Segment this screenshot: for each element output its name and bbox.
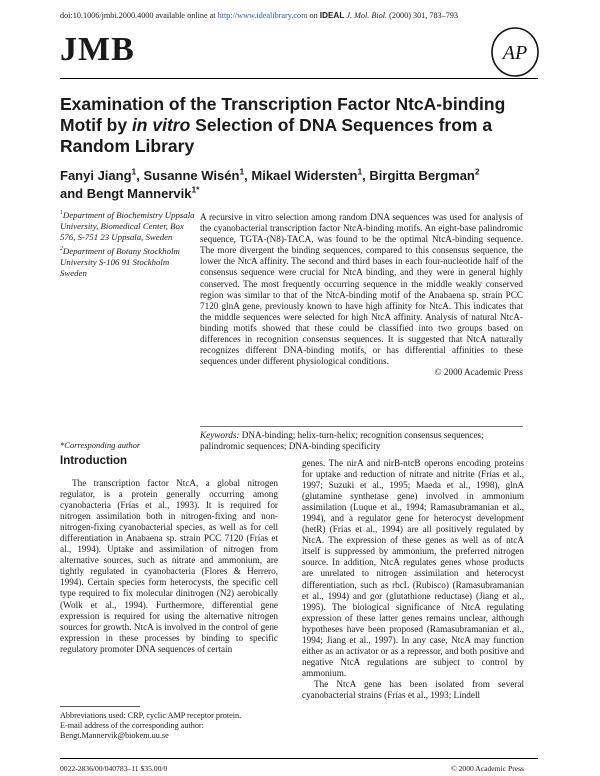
article-title bbox=[60, 94, 540, 157]
keywords-label: Keywords: bbox=[200, 430, 240, 440]
author-name: Susanne Wisén bbox=[143, 168, 240, 183]
ideal-logo-text: IDEAL bbox=[319, 11, 345, 20]
affiliation-sup: 1 bbox=[60, 210, 63, 217]
issn: 0022-2836/00/040783–11 $35.00/0 bbox=[60, 764, 168, 773]
author-sep: , bbox=[136, 168, 144, 183]
author-list bbox=[60, 167, 540, 203]
author-name: Fanyi Jiang bbox=[60, 168, 132, 183]
author-name: Mikael Widersten bbox=[251, 168, 358, 183]
journal-citation: J. Mol. Biol. bbox=[344, 11, 388, 20]
author-sup: 1 bbox=[239, 166, 245, 177]
footer-rule bbox=[60, 758, 538, 759]
author-sup: 2 bbox=[474, 166, 480, 177]
footer-copyright: © 2000 Academic Press bbox=[450, 764, 524, 773]
author bbox=[369, 168, 479, 183]
footnote-abbreviations: Abbreviations used: CRP, cyclic AMP receptor protein. bbox=[60, 711, 242, 720]
title-part-1: Examination of the Transcription Factor NtcA-binding Motif by bbox=[60, 94, 506, 135]
author-sup: 1 bbox=[131, 166, 137, 177]
header-rule bbox=[60, 78, 538, 79]
abstract-text: A recursive in vitro selection among random DNA sequences was used for analysis of the cyanobacterial transcription factor NtcA-binding motifs. An eight-base palindromic sequence, TGTA-(N8)-TACA, was found to be the optimal NtcA-binding sequence. The more divergent the binding sequences, compared to this consensus sequence, the lower the NtcA affinity. The second and third bases in each four-nucleotide half of the consensus sequence were crucial for NtcA binding, and they were in general highly conserved. The most frequently occurring sequence in the middle weakly conserved region was similar to that of the NtcA-binding motif of the Anabaena sp. strain PCC 7120 glnA gene, previously known to have high affinity for NtcA. This indicates that the middle sequences were selected for high NtcA affinity. Analysis of natural NtcA-binding motifs showed that these could be classified into two groups based on differences in recognition consensus sequences. It is suggested that NtcA naturally recognizes different DNA-binding motifs, or has differential affinities to these sequences under different physiological conditions. bbox=[200, 212, 523, 367]
doi-text: doi:10.1006/jmbi.2000.4000 available online at bbox=[60, 11, 218, 20]
author-sup: 1 bbox=[357, 166, 363, 177]
idealibrary-link[interactable]: http://www.idealibrary.com bbox=[217, 11, 308, 20]
author bbox=[251, 168, 369, 183]
body-column-right bbox=[302, 458, 524, 701]
abstract-copyright: © 2000 Academic Press bbox=[434, 367, 523, 378]
publisher-logo-text: AP bbox=[502, 42, 528, 64]
footnote-rule bbox=[60, 706, 140, 707]
author bbox=[60, 186, 199, 201]
author-sep: , bbox=[244, 168, 252, 183]
affiliation-text: Department of Biochemistry Uppsala University, Biomedical Center, Box 576, S-751 23 Uppsala, Sweden bbox=[60, 210, 195, 242]
author-sup: 1* bbox=[191, 184, 200, 195]
footnotes bbox=[60, 711, 290, 741]
body-column-left bbox=[60, 478, 278, 655]
citation-volume: (2000) 301, 783–793 bbox=[387, 11, 459, 20]
body-paragraph: The transcription factor NtcA, a global nitrogen regulator, is a protein generally occurring among cyanobacteria (Frías et al., 1993). It is required for nitrogen assimilation both in nitrogen-fixing and non-nitrogen-fixing cyanobacterial species, as well as for cell differentiation in Anabaena sp. strain PCC 7120 (Frías et al., 1994). Uptake and assimilation of nitrogen from alternative sources, such as nitrate and ammonium, are tightly regulated in cyanobacteria (Flores & Herrero, 1994). Certain species form heterocysts, the specific cell type required to fix molecular dinitrogen (N2) aerobically (Wolk et al., 1994). Furthermore, differential gene expression is required for using the alternative nitrogen sources for growth. NtcA is involved in the control of gene expression in these processes by binding to specific regulatory promoter DNA sequences of certain bbox=[60, 478, 278, 654]
introduction-heading: Introduction bbox=[60, 455, 128, 467]
keywords-list: DNA-binding; helix-turn-helix; recognition consensus sequences; palindromic sequences; DNA-binding specificity bbox=[200, 430, 484, 452]
affiliations bbox=[60, 210, 195, 283]
affiliation bbox=[60, 246, 195, 278]
affiliation-text: Department of Botany Stockholm University S-106 91 Stockholm Sweden bbox=[60, 246, 180, 278]
footnote-email-label: E-mail address of the corresponding author: bbox=[60, 721, 204, 730]
author-sep: , bbox=[362, 168, 370, 183]
author bbox=[143, 168, 251, 183]
affiliation bbox=[60, 210, 195, 242]
body-paragraph: genes. The nirA and nirB-ntcB operons encoding proteins for uptake and reduction of nitrate and nitrite (Frías et al., 1997; Suzuki et al., 1995; Maeda et al., 1998), glnA (glutamine synthetase gene) involved in ammonium assimilation (Luque et al., 1994; Ramasubramanian et al., 1994), and a regulator gene for heterocyst development (hetR) (Frías et al., 1994) are all positively regulated by NtcA. The expression of these genes as well as of ntcA itself is suppressed by ammonium, the preferred nitrogen source. In addition, NtcA regulates genes whose products are unrelated to nitrogen assimilation and heterocyst differentiation, such as rbcL (Rubisco) (Ramasubramanian et al., 1994) and gor (glutathione reductase) (Jiang et al., 1995). The biological significance of NtcA regulating expression of these latter genes remains unclear, although hypotheses have been proposed (Ramasubramanian et al., 1994; Jiang et al., 1997). In any case, NtcA may function either as an activator or as a repressor, and both positive and negative NtcA regulations are subject to control by ammonium. bbox=[302, 458, 524, 678]
doi-line bbox=[60, 11, 458, 20]
keywords-rule bbox=[200, 426, 523, 427]
academic-press-logo-icon bbox=[489, 25, 541, 79]
corresponding-author-note: *Corresponding author bbox=[60, 440, 141, 450]
on-text: on bbox=[307, 11, 320, 20]
author-name: and Bengt Mannervik bbox=[60, 186, 192, 201]
author bbox=[60, 168, 143, 183]
abstract bbox=[200, 212, 523, 378]
title-part-2: Selection of DNA Sequences from a Random Library bbox=[60, 115, 493, 156]
body-paragraph: The NtcA gene has been isolated from several cyanobacterial strains (Frías et al., 1993; Lindell bbox=[302, 678, 524, 700]
keywords bbox=[200, 430, 523, 452]
journal-logo: JMB bbox=[60, 31, 135, 68]
title-italic: in vitro bbox=[131, 115, 191, 135]
affiliation-sup: 2 bbox=[60, 246, 63, 253]
footnote-email[interactable]: Bengt.Mannervik@biokem.uu.se bbox=[60, 731, 169, 740]
author-name: Birgitta Bergman bbox=[369, 168, 475, 183]
